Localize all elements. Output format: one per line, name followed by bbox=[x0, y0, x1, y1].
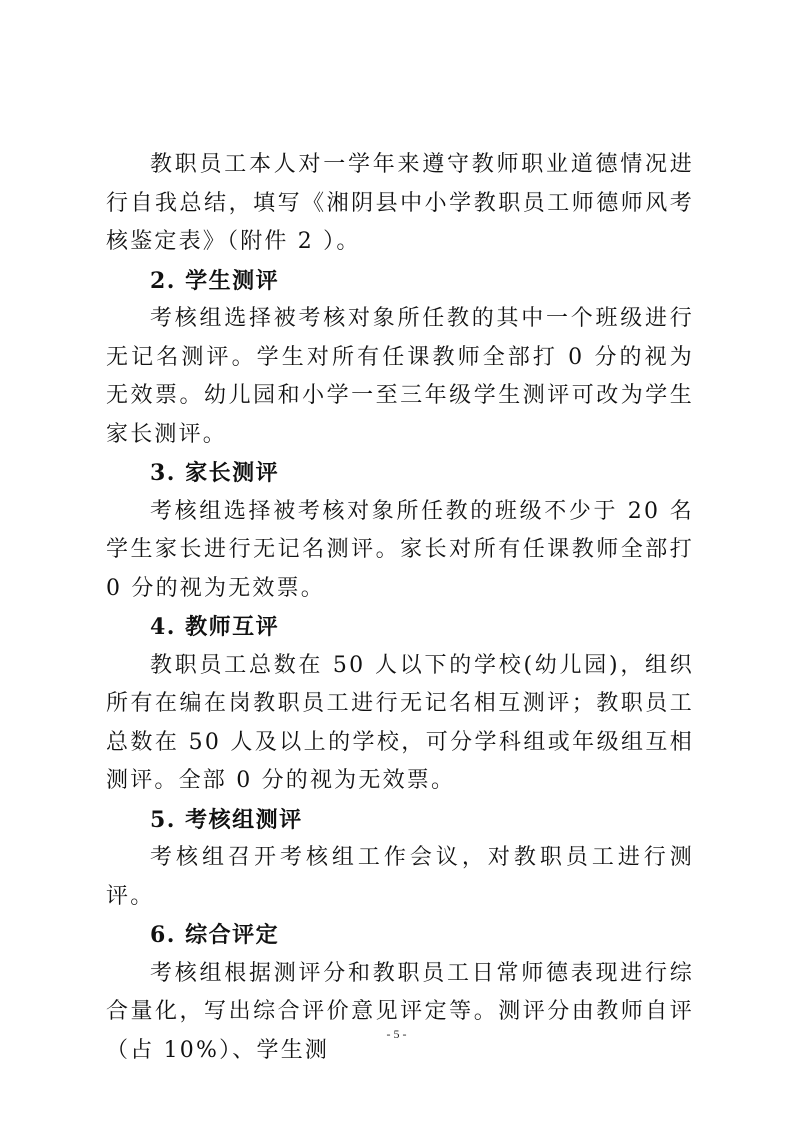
heading-student-evaluation: 2. 学生测评 bbox=[150, 267, 280, 294]
document-body bbox=[106, 146, 694, 1070]
paragraph-student-evaluation: 考核组选择被考核对象所任教的其中一个班级进行无记名测评。学生对所有任课教师全部打 0 分的视为无效票。幼儿园和小学一至三年级学生测评可改为学生家长测评。 bbox=[106, 306, 694, 447]
paragraph-comprehensive-assessment: 考核组根据测评分和教职员工日常师德表现进行综合量化，写出综合评价意见评定等。测评分由教师自评（占 10%）、学生测 bbox=[106, 960, 694, 1063]
paragraph-panel-evaluation: 考核组召开考核组工作会议，对教职员工进行测评。 bbox=[106, 845, 694, 909]
heading-comprehensive-assessment: 6. 综合评定 bbox=[150, 922, 280, 948]
paragraph-parent-evaluation: 考核组选择被考核对象所任教的班级不少于 20 名学生家长进行无记名测评。家长对所有任课教师全部打 0 分的视为无效票。 bbox=[106, 498, 694, 601]
paragraph-self-evaluation: 教职员工本人对一学年来遵守教师职业道德情况进行自我总结，填写《湘阴县中小学教职员工师德师风考核鉴定表》（附件 2 ）。 bbox=[106, 152, 694, 254]
page-number: - 5 - bbox=[386, 1027, 407, 1041]
heading-panel-evaluation: 5. 考核组测评 bbox=[150, 806, 303, 833]
heading-parent-evaluation: 3. 家长测评 bbox=[150, 460, 280, 486]
paragraph-peer-evaluation: 教职员工总数在 50 人以下的学校(幼儿园)，组织所有在编在岗教职员工进行无记名相互测评；教职员工总数在 50 人及以上的学校，可分学科组或年级组互相测评。全部 0 分的视为无效票。 bbox=[106, 652, 694, 793]
heading-peer-evaluation: 4. 教师互评 bbox=[150, 614, 280, 640]
